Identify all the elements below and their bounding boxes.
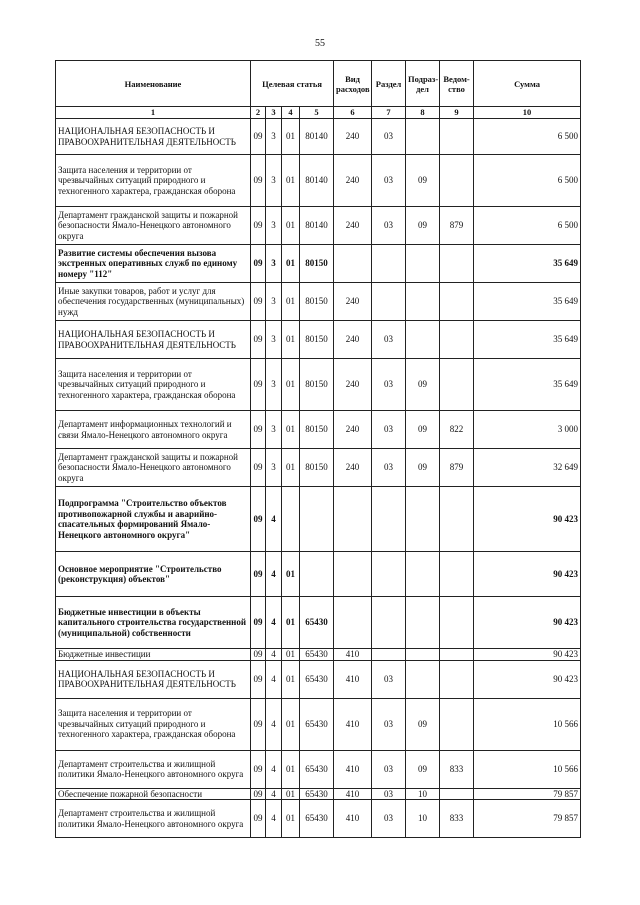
section-cell	[372, 487, 406, 552]
subsection-cell: 09	[406, 155, 440, 207]
subsection-cell: 09	[406, 411, 440, 449]
section-cell: 03	[372, 321, 406, 359]
target-activity-cell: 01	[282, 207, 300, 245]
target-direction-cell: 80150	[300, 411, 334, 449]
department-cell	[440, 660, 474, 698]
target-program-cell: 09	[251, 321, 266, 359]
index-cell: 8	[406, 107, 440, 119]
target-subprogram-cell: 4	[266, 597, 282, 649]
subsection-cell: 09	[406, 207, 440, 245]
department-cell	[440, 245, 474, 283]
amount-cell: 90 423	[474, 597, 581, 649]
target-subprogram-cell: 3	[266, 449, 282, 487]
expense-type-cell: 410	[334, 698, 372, 750]
target-program-cell: 09	[251, 283, 266, 321]
target-program-cell: 09	[251, 119, 266, 155]
target-subprogram-cell: 4	[266, 649, 282, 661]
header-vedomstvo: Ведом- ство	[440, 61, 474, 107]
expense-type-cell: 240	[334, 359, 372, 411]
target-subprogram-cell: 4	[266, 788, 282, 800]
expense-type-cell: 410	[334, 788, 372, 800]
department-cell: 822	[440, 411, 474, 449]
expense-type-cell	[334, 245, 372, 283]
row-name-cell: Бюджетные инвестиции	[56, 649, 251, 661]
subsection-cell: 10	[406, 800, 440, 838]
header-name: Наименование	[56, 61, 251, 107]
table-body	[56, 119, 581, 838]
target-direction-cell: 80150	[300, 359, 334, 411]
index-cell: 4	[282, 107, 300, 119]
subsection-cell	[406, 597, 440, 649]
amount-cell: 35 649	[474, 359, 581, 411]
target-activity-cell: 01	[282, 800, 300, 838]
section-cell: 03	[372, 359, 406, 411]
target-subprogram-cell: 3	[266, 207, 282, 245]
target-direction-cell: 80140	[300, 155, 334, 207]
row-name-cell: Развитие системы обеспечения вызова экстренных оперативных служб по единому номеру "112"	[56, 245, 251, 283]
target-subprogram-cell: 4	[266, 800, 282, 838]
budget-table	[55, 60, 581, 838]
subsection-cell: 09	[406, 449, 440, 487]
target-subprogram-cell: 3	[266, 321, 282, 359]
section-cell: 03	[372, 698, 406, 750]
expense-type-cell: 410	[334, 800, 372, 838]
row-name-cell: Бюджетные инвестиции в объекты капитального строительства государственной (муниципальной) собственности	[56, 597, 251, 649]
row-name-cell: Департамент гражданской защиты и пожарной безопасности Ямало-Ненецкого автономного округа	[56, 207, 251, 245]
subsection-cell: 09	[406, 750, 440, 788]
department-cell	[440, 359, 474, 411]
target-program-cell: 09	[251, 597, 266, 649]
table-row	[56, 321, 581, 359]
target-program-cell: 09	[251, 245, 266, 283]
expense-type-cell: 240	[334, 155, 372, 207]
target-direction-cell: 80150	[300, 449, 334, 487]
target-program-cell: 09	[251, 750, 266, 788]
row-name-cell: Департамент строительства и жилищной политики Ямало-Ненецкого автономного округа	[56, 800, 251, 838]
department-cell	[440, 119, 474, 155]
subsection-cell	[406, 487, 440, 552]
amount-cell: 90 423	[474, 552, 581, 597]
target-direction-cell: 80150	[300, 321, 334, 359]
subsection-cell	[406, 321, 440, 359]
section-cell	[372, 552, 406, 597]
amount-cell: 3 000	[474, 411, 581, 449]
department-cell: 833	[440, 750, 474, 788]
department-cell	[440, 552, 474, 597]
header-vid: Вид расходов	[334, 61, 372, 107]
department-cell	[440, 788, 474, 800]
table-row	[56, 660, 581, 698]
index-cell: 7	[372, 107, 406, 119]
target-activity-cell: 01	[282, 155, 300, 207]
department-cell: 879	[440, 207, 474, 245]
department-cell	[440, 321, 474, 359]
expense-type-cell: 410	[334, 750, 372, 788]
target-activity-cell: 01	[282, 321, 300, 359]
table-row	[56, 552, 581, 597]
subsection-cell	[406, 119, 440, 155]
table-row	[56, 449, 581, 487]
index-cell: 2	[251, 107, 266, 119]
page-number: 55	[315, 38, 325, 49]
target-program-cell: 09	[251, 359, 266, 411]
subsection-cell	[406, 245, 440, 283]
expense-type-cell: 240	[334, 207, 372, 245]
target-program-cell: 09	[251, 649, 266, 661]
section-cell: 03	[372, 750, 406, 788]
header-row	[56, 61, 581, 107]
section-cell: 03	[372, 788, 406, 800]
target-direction-cell: 80140	[300, 207, 334, 245]
section-cell: 03	[372, 449, 406, 487]
target-direction-cell	[300, 487, 334, 552]
subsection-cell: 09	[406, 359, 440, 411]
row-name-cell: Основное мероприятие "Строительство (реконструкция) объектов"	[56, 552, 251, 597]
table-row	[56, 155, 581, 207]
index-cell: 10	[474, 107, 581, 119]
section-cell	[372, 283, 406, 321]
target-program-cell: 09	[251, 411, 266, 449]
table-row	[56, 597, 581, 649]
target-subprogram-cell: 4	[266, 750, 282, 788]
target-subprogram-cell: 4	[266, 487, 282, 552]
target-direction-cell	[300, 552, 334, 597]
amount-cell: 35 649	[474, 283, 581, 321]
target-direction-cell: 65430	[300, 800, 334, 838]
index-row	[56, 107, 581, 119]
amount-cell: 79 857	[474, 800, 581, 838]
index-cell: 5	[300, 107, 334, 119]
table-row	[56, 207, 581, 245]
row-name-cell: Департамент информационных технологий и связи Ямало-Ненецкого автономного округа	[56, 411, 251, 449]
header-summa: Сумма	[474, 61, 581, 107]
department-cell: 879	[440, 449, 474, 487]
expense-type-cell	[334, 597, 372, 649]
target-direction-cell: 65430	[300, 698, 334, 750]
row-name-cell: Защита населения и территории от чрезвычайных ситуаций природного и техногенного характера, гражданская оборона	[56, 698, 251, 750]
target-activity-cell: 01	[282, 660, 300, 698]
subsection-cell	[406, 283, 440, 321]
amount-cell: 35 649	[474, 245, 581, 283]
amount-cell: 6 500	[474, 207, 581, 245]
expense-type-cell: 410	[334, 649, 372, 661]
row-name-cell: НАЦИОНАЛЬНАЯ БЕЗОПАСНОСТЬ И ПРАВООХРАНИТЕЛЬНАЯ ДЕЯТЕЛЬНОСТЬ	[56, 321, 251, 359]
section-cell: 03	[372, 411, 406, 449]
target-activity-cell: 01	[282, 597, 300, 649]
target-program-cell: 09	[251, 800, 266, 838]
amount-cell: 10 566	[474, 698, 581, 750]
target-direction-cell: 80140	[300, 119, 334, 155]
department-cell	[440, 487, 474, 552]
target-subprogram-cell: 3	[266, 411, 282, 449]
table-row	[56, 487, 581, 552]
row-name-cell: НАЦИОНАЛЬНАЯ БЕЗОПАСНОСТЬ И ПРАВООХРАНИТЕЛЬНАЯ ДЕЯТЕЛЬНОСТЬ	[56, 660, 251, 698]
department-cell	[440, 698, 474, 750]
subsection-cell: 10	[406, 788, 440, 800]
target-direction-cell: 65430	[300, 649, 334, 661]
header-target: Целевая статья	[251, 61, 334, 107]
table-row	[56, 119, 581, 155]
target-subprogram-cell: 4	[266, 660, 282, 698]
amount-cell: 6 500	[474, 119, 581, 155]
amount-cell: 10 566	[474, 750, 581, 788]
target-activity-cell: 01	[282, 649, 300, 661]
table-row	[56, 649, 581, 661]
section-cell: 03	[372, 207, 406, 245]
section-cell	[372, 649, 406, 661]
expense-type-cell: 240	[334, 411, 372, 449]
target-direction-cell: 65430	[300, 597, 334, 649]
table-row	[56, 788, 581, 800]
row-name-cell: Защита населения и территории от чрезвычайных ситуаций природного и техногенного характера, гражданская оборона	[56, 155, 251, 207]
section-cell: 03	[372, 155, 406, 207]
subsection-cell	[406, 660, 440, 698]
row-name-cell: НАЦИОНАЛЬНАЯ БЕЗОПАСНОСТЬ И ПРАВООХРАНИТЕЛЬНАЯ ДЕЯТЕЛЬНОСТЬ	[56, 119, 251, 155]
index-cell: 9	[440, 107, 474, 119]
row-name-cell: Обеспечение пожарной безопасности	[56, 788, 251, 800]
target-program-cell: 09	[251, 552, 266, 597]
amount-cell: 32 649	[474, 449, 581, 487]
section-cell: 03	[372, 660, 406, 698]
amount-cell: 90 423	[474, 649, 581, 661]
index-cell: 6	[334, 107, 372, 119]
index-cell: 3	[266, 107, 282, 119]
expense-type-cell	[334, 552, 372, 597]
expense-type-cell: 240	[334, 321, 372, 359]
target-activity-cell: 01	[282, 449, 300, 487]
expense-type-cell: 410	[334, 660, 372, 698]
table-row	[56, 245, 581, 283]
section-cell: 03	[372, 119, 406, 155]
expense-type-cell	[334, 487, 372, 552]
target-program-cell: 09	[251, 788, 266, 800]
section-cell: 03	[372, 800, 406, 838]
target-program-cell: 09	[251, 698, 266, 750]
target-activity-cell: 01	[282, 411, 300, 449]
subsection-cell	[406, 552, 440, 597]
target-activity-cell: 01	[282, 245, 300, 283]
table-row	[56, 283, 581, 321]
target-activity-cell: 01	[282, 552, 300, 597]
department-cell: 833	[440, 800, 474, 838]
section-cell	[372, 597, 406, 649]
department-cell	[440, 283, 474, 321]
target-activity-cell: 01	[282, 119, 300, 155]
row-name-cell: Подпрограмма "Строительство объектов противопожарной службы и аварийно-спасательных формирований Ямало-Ненецкого автономного округа"	[56, 487, 251, 552]
target-subprogram-cell: 4	[266, 698, 282, 750]
target-subprogram-cell: 3	[266, 119, 282, 155]
target-subprogram-cell: 3	[266, 245, 282, 283]
department-cell	[440, 597, 474, 649]
target-activity-cell: 01	[282, 788, 300, 800]
table-row	[56, 359, 581, 411]
table-row	[56, 698, 581, 750]
department-cell	[440, 649, 474, 661]
target-subprogram-cell: 3	[266, 155, 282, 207]
target-program-cell: 09	[251, 155, 266, 207]
expense-type-cell: 240	[334, 449, 372, 487]
target-direction-cell: 65430	[300, 750, 334, 788]
header-podrazdel: Подраз- дел	[406, 61, 440, 107]
target-activity-cell: 01	[282, 698, 300, 750]
amount-cell: 35 649	[474, 321, 581, 359]
target-activity-cell	[282, 487, 300, 552]
row-name-cell: Иные закупки товаров, работ и услуг для обеспечения государственных (муниципальных) нужд	[56, 283, 251, 321]
amount-cell: 90 423	[474, 487, 581, 552]
target-direction-cell: 80150	[300, 283, 334, 321]
target-program-cell: 09	[251, 487, 266, 552]
header-razdel: Раздел	[372, 61, 406, 107]
amount-cell: 79 857	[474, 788, 581, 800]
department-cell	[440, 155, 474, 207]
target-direction-cell: 65430	[300, 660, 334, 698]
subsection-cell: 09	[406, 698, 440, 750]
amount-cell: 6 500	[474, 155, 581, 207]
index-cell: 1	[56, 107, 251, 119]
expense-type-cell: 240	[334, 119, 372, 155]
target-direction-cell: 80150	[300, 245, 334, 283]
section-cell	[372, 245, 406, 283]
target-program-cell: 09	[251, 660, 266, 698]
expense-type-cell: 240	[334, 283, 372, 321]
target-activity-cell: 01	[282, 359, 300, 411]
amount-cell: 90 423	[474, 660, 581, 698]
target-program-cell: 09	[251, 449, 266, 487]
target-subprogram-cell: 3	[266, 283, 282, 321]
subsection-cell	[406, 649, 440, 661]
target-activity-cell: 01	[282, 283, 300, 321]
table-row	[56, 800, 581, 838]
target-activity-cell: 01	[282, 750, 300, 788]
target-program-cell: 09	[251, 207, 266, 245]
row-name-cell: Защита населения и территории от чрезвычайных ситуаций природного и техногенного характера, гражданская оборона	[56, 359, 251, 411]
row-name-cell: Департамент строительства и жилищной политики Ямало-Ненецкого автономного округа	[56, 750, 251, 788]
target-direction-cell: 65430	[300, 788, 334, 800]
row-name-cell: Департамент гражданской защиты и пожарной безопасности Ямало-Ненецкого автономного округа	[56, 449, 251, 487]
table-row	[56, 750, 581, 788]
table-row	[56, 411, 581, 449]
target-subprogram-cell: 3	[266, 359, 282, 411]
target-subprogram-cell: 4	[266, 552, 282, 597]
